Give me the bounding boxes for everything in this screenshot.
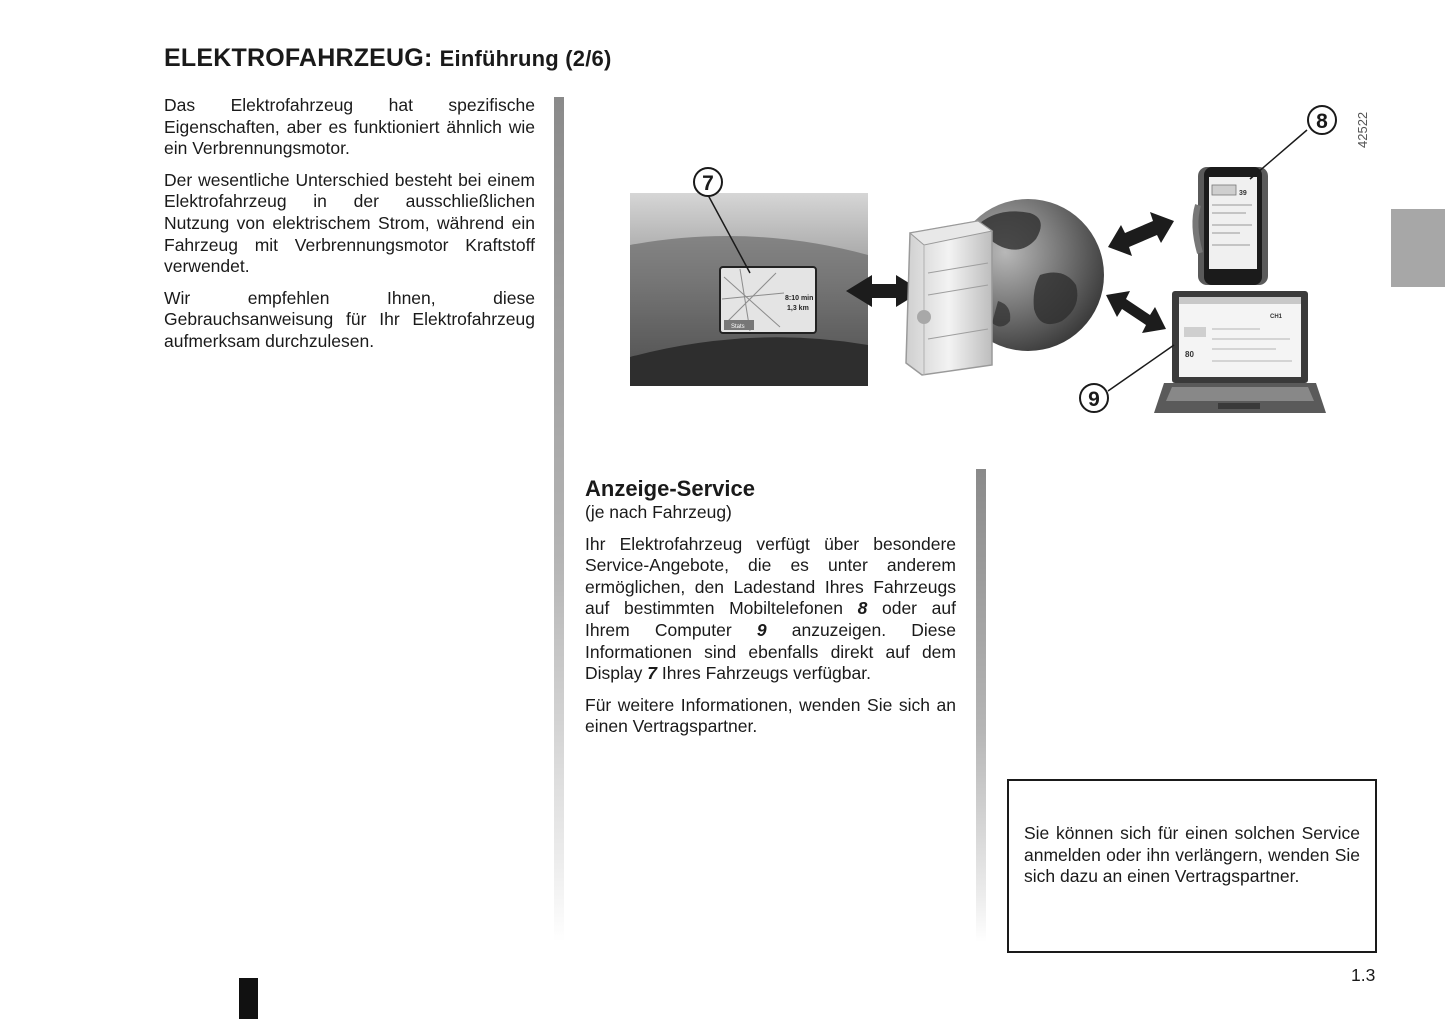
intro-paragraph: Das Elektrofahrzeug hat spezifische Eigenschaften, aber es funktioniert ähnlich wie ein Verbrennungsmotor. bbox=[164, 95, 535, 159]
ref-phone: 8 bbox=[857, 598, 868, 619]
note-text: Sie können sich für einen solchen Service anmelden oder ihn verlängern, wenden Sie sich dazu an einen Vertragspartner. bbox=[1024, 823, 1360, 887]
intro-column bbox=[164, 95, 535, 363]
page-number: 1.3 bbox=[1351, 965, 1376, 985]
callout-9 bbox=[1080, 384, 1108, 412]
chapter-tab bbox=[1391, 209, 1445, 287]
column-divider-bar bbox=[976, 469, 986, 942]
laptop-icon bbox=[1154, 291, 1326, 413]
callout-7 bbox=[694, 168, 722, 196]
server-icon bbox=[906, 221, 992, 375]
figure-reference-code: 42522 bbox=[1355, 111, 1370, 148]
callout-label: 7 bbox=[702, 172, 714, 195]
callout-label: 8 bbox=[1316, 110, 1328, 133]
display-stats-button: Stats bbox=[731, 324, 745, 330]
smartphone-icon bbox=[1195, 167, 1268, 285]
intro-paragraph: Wir empfehlen Ihnen, diese Gebrauchsanweisung für Ihr Elektrofahrzeug aufmerksam durchzulesen. bbox=[164, 287, 535, 351]
service-paragraph: Für weitere Informationen, wenden Sie sich an einen Vertragspartner. bbox=[585, 694, 956, 737]
service-illustration bbox=[600, 95, 1380, 435]
page-title bbox=[164, 44, 612, 73]
title-sub: Einführung (2/6) bbox=[439, 46, 612, 71]
callout-8 bbox=[1308, 106, 1336, 134]
section-subtitle: (je nach Fahrzeug) bbox=[585, 502, 732, 522]
service-paragraph: Ihr Elektrofahrzeug verfügt über besondere Service-Angebote, die es unter anderem ermöglichen, den Ladestand Ihres Fahrzeugs auf bestimmten Mobiltelefonen 8 oder auf Ihrem Computer 9 anzuzeigen. Diese Informationen sind ebenfalls direkt auf dem Display 7 Ihres Fahrzeugs verfügbar. bbox=[585, 533, 956, 684]
laptop-charge-readout: 80 bbox=[1185, 350, 1194, 359]
display-time-readout: 8:10 min bbox=[785, 295, 814, 302]
page-marker bbox=[239, 978, 258, 1019]
phone-charge-readout: 39 bbox=[1239, 190, 1247, 197]
column-divider-bar bbox=[554, 97, 564, 942]
car-display-photo bbox=[630, 193, 868, 386]
laptop-logo-readout: CH1 bbox=[1270, 314, 1283, 320]
double-arrow-icon bbox=[1108, 212, 1174, 256]
service-section bbox=[585, 476, 956, 748]
ref-display: 7 bbox=[647, 663, 657, 684]
callout-label: 9 bbox=[1088, 388, 1100, 411]
display-distance-readout: 1,3 km bbox=[787, 305, 809, 312]
intro-paragraph: Der wesentliche Unterschied besteht bei einem Elektrofahrzeug in der ausschließlichen Nutzung von elektrischem Strom, während ein Fahrzeug mit Verbrennungsmotor Kraftstoff verwendet. bbox=[164, 169, 535, 277]
double-arrow-icon bbox=[1106, 291, 1166, 333]
title-main: ELEKTROFAHRZEUG: bbox=[164, 44, 433, 72]
ref-computer: 9 bbox=[756, 619, 767, 640]
info-note-box bbox=[1007, 779, 1377, 953]
section-title: Anzeige-Service bbox=[585, 476, 755, 501]
